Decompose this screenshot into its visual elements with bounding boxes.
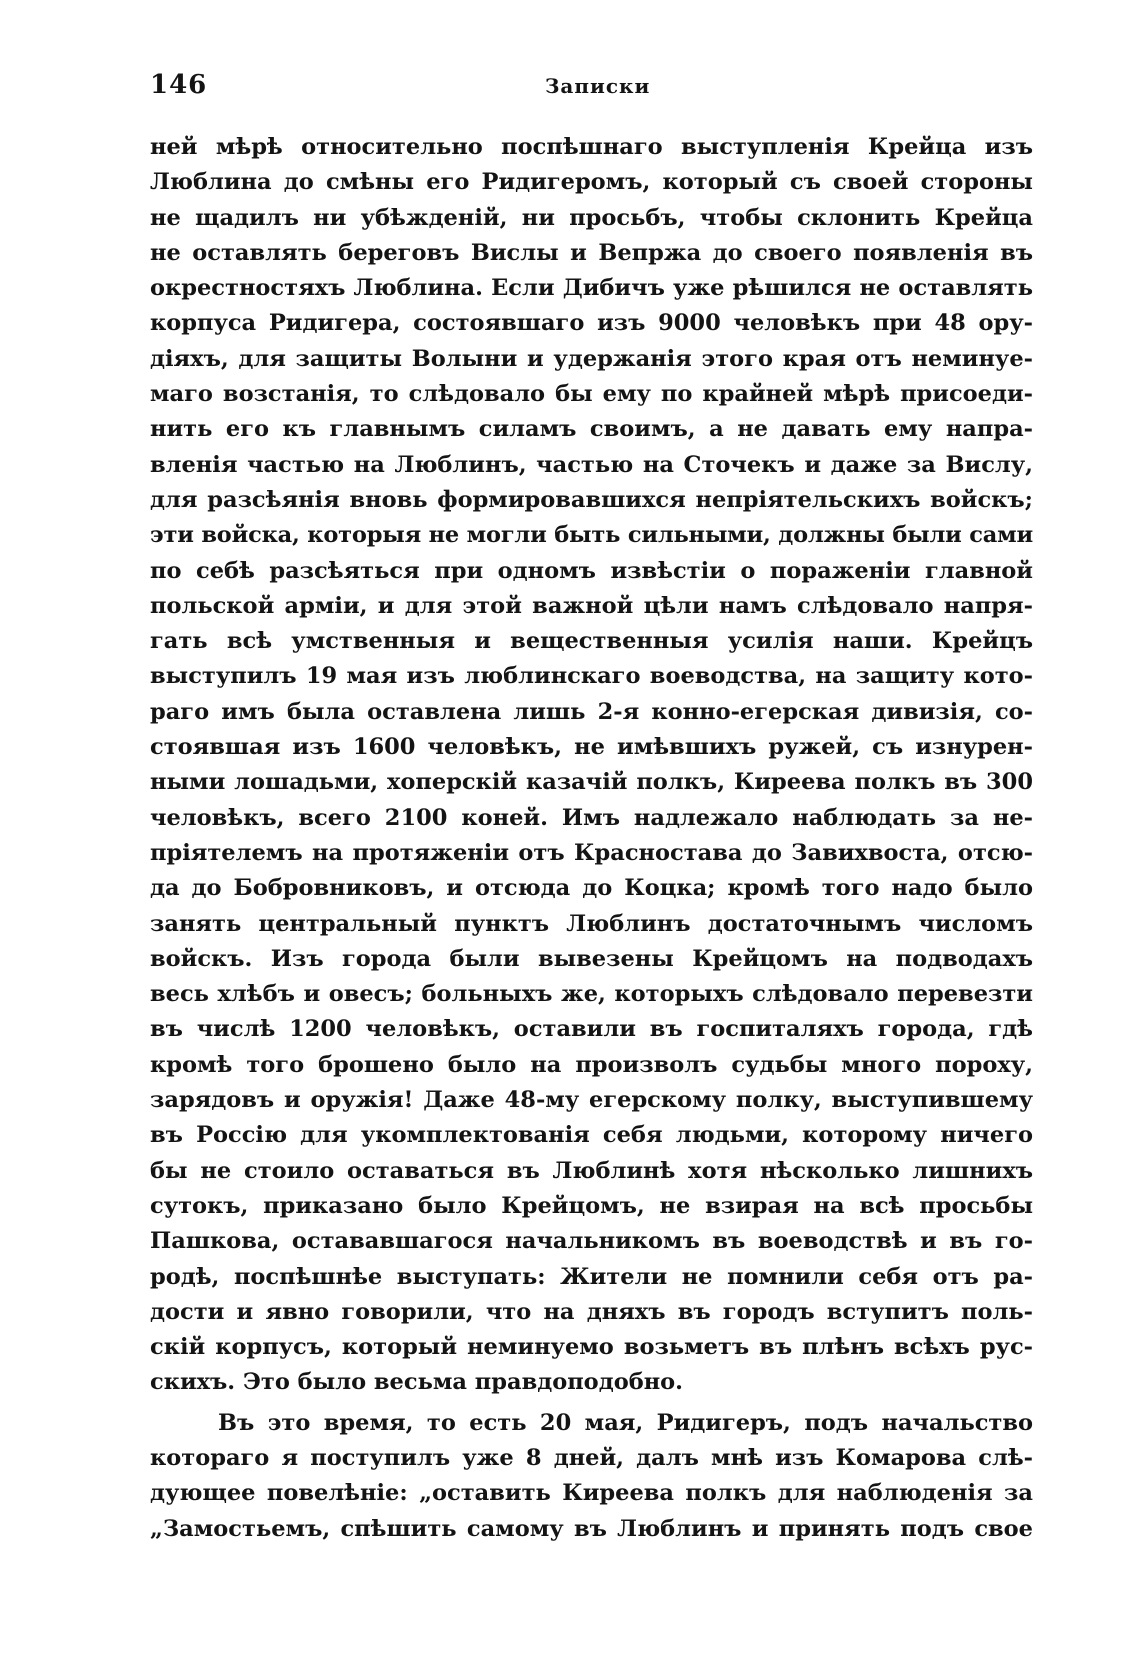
text-line: ными лошадьми, хоперскій казачій полкъ, Киреева полкъ въ 300: [150, 769, 1033, 796]
running-title: Записки: [545, 74, 651, 98]
text-line: не щадилъ ни убѣжденій, ни просьбъ, чтобы склонить Крейца: [150, 204, 1033, 231]
text-line: пріятелемъ на протяженіи отъ Красностава до Завихвоста, отсю-: [150, 839, 1033, 866]
text-line: гать всѣ умственныя и вещественныя усилія наши. Крейцъ: [150, 628, 1033, 655]
page-header: [150, 70, 1030, 110]
text-line: Въ это время, то есть 20 мая, Ридигеръ, подъ начальство: [218, 1409, 1033, 1436]
text-line: кромѣ того брошено было на произволъ судьбы много пороху,: [150, 1051, 1033, 1078]
text-line: Люблина до смѣны его Ридигеромъ, который съ своей стороны: [150, 169, 1033, 196]
text-line: по себѣ разсѣяться при одномъ извѣстіи о пораженіи главной: [150, 557, 1033, 584]
text-line: весь хлѣбъ и овесъ; больныхъ же, которыхъ слѣдовало перевезти: [150, 981, 1033, 1008]
text-line: да до Бобровниковъ, и отсюда до Коцка; кромѣ того надо было: [150, 875, 1033, 902]
body-text: [150, 130, 1033, 1547]
text-line: ней мѣрѣ относительно поспѣшнаго выступленія Крейца изъ: [150, 134, 1033, 160]
text-line: дости и явно говорили, что на дняхъ въ городъ вступитъ поль-: [150, 1298, 1033, 1325]
text-line: Пашкова, остававшагося начальникомъ въ воеводствѣ и въ го-: [150, 1228, 1033, 1255]
text-line: зарядовъ и оружія! Даже 48-му егерскому полку, выступившему: [150, 1087, 1033, 1114]
text-line: вленія частью на Люблинъ, частью на Сточекъ и даже за Вислу,: [150, 451, 1033, 478]
text-line: сутокъ, приказано было Крейцомъ, не взирая на всѣ просьбы: [150, 1192, 1033, 1219]
text-line: войскъ. Изъ города были вывезены Крейцомъ на подводахъ: [150, 945, 1033, 972]
paragraph-2: [150, 1406, 1033, 1547]
text-line: корпуса Ридигера, состоявшаго изъ 9000 человѣкъ при 48 ору-: [150, 310, 1033, 337]
text-line: занять центральный пунктъ Люблинъ достаточнымъ числомъ: [150, 910, 1033, 937]
page-number: 146: [150, 70, 208, 100]
text-line: раго имъ была оставлена лишь 2-я конно-егерская дивизія, со-: [150, 698, 1033, 725]
text-line: окрестностяхъ Люблина. Если Дибичъ уже рѣшился не оставлять: [150, 275, 1033, 302]
text-line: діяхъ, для защиты Волыни и удержанія этого края отъ неминуе-: [150, 345, 1033, 372]
text-line: родѣ, поспѣшнѣе выступать: Жители не помнили себя отъ ра-: [150, 1263, 1033, 1290]
text-line: нить его къ главнымъ силамъ своимъ, а не давать ему напра-: [150, 416, 1033, 443]
text-line: бы не стоило оставаться въ Люблинѣ хотя нѣсколько лишнихъ: [150, 1157, 1033, 1184]
text-line: эти войска, которыя не могли быть сильными, должны были сами: [150, 522, 1033, 549]
text-line: въ числѣ 1200 человѣкъ, оставили въ госпиталяхъ города, гдѣ: [150, 1016, 1033, 1043]
text-line: выступилъ 19 мая изъ люблинскаго воеводства, на защиту кото-: [150, 663, 1033, 690]
text-line: скій корпусъ, который неминуемо возьметъ въ плѣнъ всѣхъ рус-: [150, 1334, 1033, 1361]
text-line: для разсѣянія вновь формировавшихся непріятельскихъ войскъ;: [150, 486, 1033, 513]
text-line: котораго я поступилъ уже 8 дней, далъ мнѣ изъ Комарова слѣ-: [150, 1444, 1033, 1471]
text-line: не оставлять береговъ Вислы и Вепржа до своего появленія въ: [150, 239, 1033, 266]
text-line: стоявшая изъ 1600 человѣкъ, не имѣвшихъ ружей, съ изнурен-: [150, 734, 1033, 761]
text-line: дующее повелѣніе: „оставить Киреева полкъ для наблюденія за: [150, 1480, 1033, 1507]
paragraph-1: [150, 130, 1033, 1401]
text-line: маго возстанія, то слѣдовало бы ему по крайней мѣрѣ присоеди-: [150, 381, 1033, 408]
text-line: скихъ. Это было весьма правдоподобно.: [150, 1369, 684, 1396]
text-line: въ Россію для укомплектованія себя людьми, которому ничего: [150, 1122, 1033, 1149]
text-line: человѣкъ, всего 2100 коней. Имъ надлежало наблюдать за не-: [150, 804, 1033, 831]
text-line: польской арміи, и для этой важной цѣли намъ слѣдовало напря-: [150, 592, 1033, 619]
text-line: „Замостьемъ, спѣшить самому въ Люблинъ и принять подъ свое: [150, 1515, 1033, 1542]
